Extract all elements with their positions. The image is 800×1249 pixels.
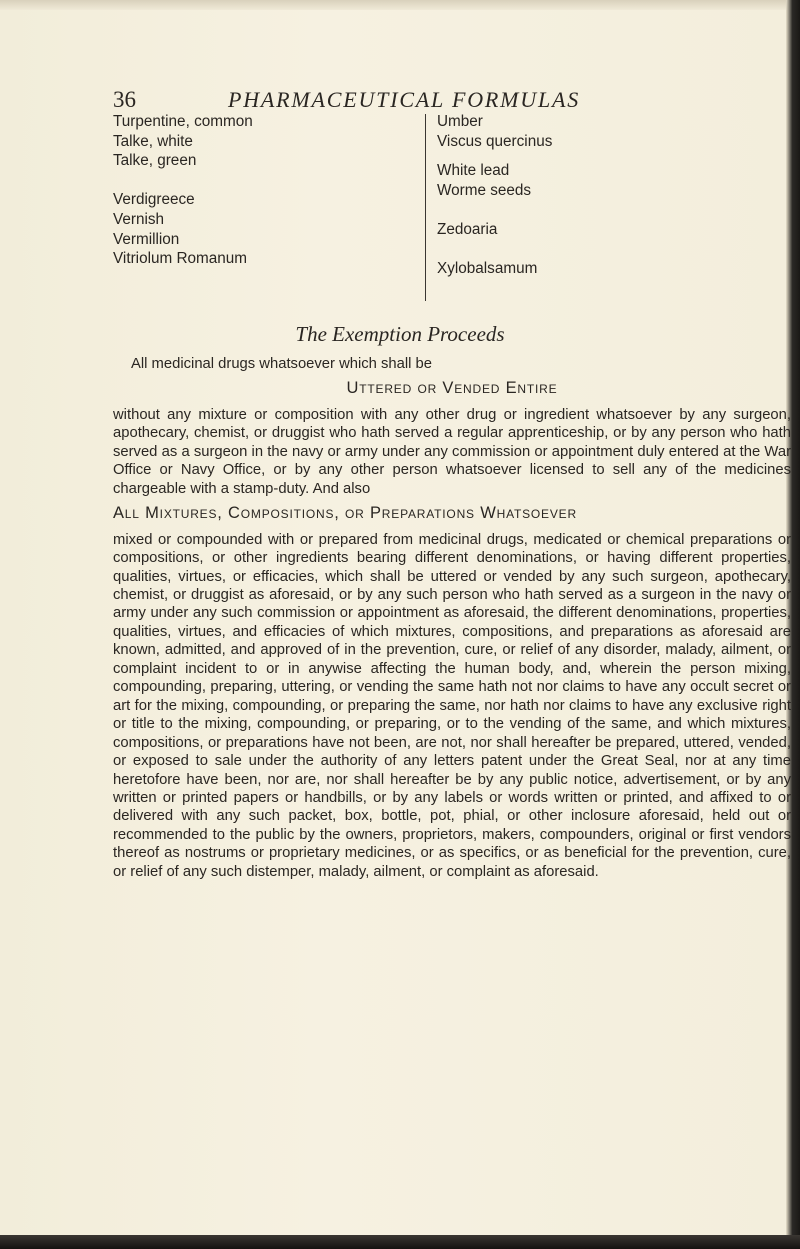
ingredient-item: Viscus quercinus xyxy=(437,132,553,150)
ingredient-item: Zedoaria xyxy=(437,221,498,239)
ingredient-column-right xyxy=(437,112,667,279)
body-text xyxy=(113,355,791,881)
page-bottom-edge xyxy=(0,1235,800,1249)
ingredient-item: Verdigreece xyxy=(113,191,195,209)
paragraph-mixed-or-compounded: mixed or compounded with or prepared from medicinal drugs, medicated or chemical preparations or compositions, or other ingredients bearing different denominations, or having different properties, qualities, virtues, or efficacies, which shall be uttered or vended by any such surgeon, apothecary, chemist, or druggist as aforesaid, or by any such person who hath served as a surgeon in the navy or army under any such commission or appointment as aforesaid, the different denominations, properties, qualities, virtues, and efficacies of which mixtures, compositions, and preparations as aforesaid are known, admitted, and approved of in the prevention, cure, or relief of any disorder, malady, ailment, or complaint incident to or in anywise affecting the human body, and, wherein the person mixing, compounding, preparing, uttering, or vending the same hath not nor claims to have any occult secret or art for the mixing, compounding, or preparing the same, nor hath nor claims to have any exclusive right or title to the mixing, compounding, or preparing, or to the vending of the same, and which mixtures, compositions, or preparations have not been, are not, nor shall hereafter be prepared, uttered, vended, or exposed to sale under the authority of any letters patent under the Great Seal, nor at any time heretofore have been, nor are, nor shall hereafter be by any public notice, advertisement, or by any written or printed papers or handbills, or by any labels or words written or printed, and affixed to or delivered with any such packet, box, bottle, pot, phial, or other inclosure aforesaid, held out or recommended to the public by the owners, proprietors, makers, compounders, original or first vendors thereof as nostrums or proprietary medicines, or as specifics, or as beneficial for the prevention, cure, or relief of any such distemper, malady, ailment, or complaint as aforesaid. xyxy=(113,531,791,880)
intro-line: All medicinal drugs whatsoever which shall be xyxy=(131,356,433,372)
ingredient-item: Vernish xyxy=(113,210,165,228)
ingredient-item: Xylobalsamum xyxy=(437,259,538,277)
ingredient-list xyxy=(113,112,673,302)
section-heading: The Exemption Proceeds xyxy=(295,322,505,346)
ingredient-item: Umber xyxy=(437,113,483,130)
caption-all-mixtures: All Mixtures, Compositions, or Preparations Whatsoever xyxy=(113,504,577,523)
page-top-edge xyxy=(0,0,800,10)
ingredient-item: Vitriolum Romanum xyxy=(113,250,248,268)
book-title: PHARMACEUTICAL FORMULAS xyxy=(228,87,581,112)
ingredient-item: Talke, green xyxy=(113,152,197,170)
column-divider xyxy=(425,114,426,301)
ingredient-column-left xyxy=(113,112,403,269)
paragraph-without-mixture: without any mixture or composition with any other drug or ingredient whatsoever by any surgeon, apothecary, chemist, or druggist who hath served a regular apprenticeship, or by any person who hath served as a surgeon in the navy or army under any commission or appointment duly entered at the War Office or Navy Office, or by any other person whatsoever licensed to sell any of the medicines chargeable with a stamp-duty. And also xyxy=(113,406,791,497)
ingredient-item: White lead xyxy=(437,162,510,180)
page-number: 36 xyxy=(113,87,136,112)
ingredient-item: Turpentine, common xyxy=(113,113,253,130)
caption-uttered-or-vended: Uttered or Vended Entire xyxy=(346,379,558,398)
ingredient-item: Worme seeds xyxy=(437,181,532,199)
ingredient-item: Vermillion xyxy=(113,230,180,248)
ingredient-item: Talke, white xyxy=(113,132,193,150)
